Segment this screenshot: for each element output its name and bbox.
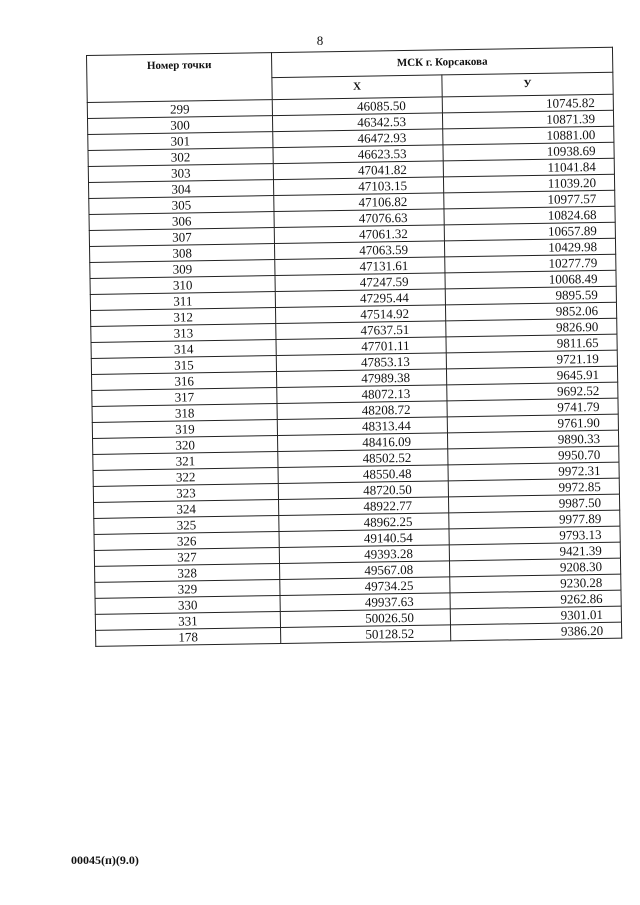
y-coordinate-cell: 10068.49 bbox=[445, 270, 616, 289]
x-coordinate-cell: 47295.44 bbox=[275, 289, 445, 308]
point-number-cell: 311 bbox=[90, 292, 275, 311]
point-number-cell: 319 bbox=[92, 420, 277, 439]
point-number-cell: 178 bbox=[96, 628, 281, 647]
x-coordinate-cell: 47063.59 bbox=[274, 241, 444, 260]
x-coordinate-cell: 47701.11 bbox=[276, 337, 446, 356]
y-coordinate-cell: 9793.13 bbox=[449, 526, 620, 545]
point-number-cell: 322 bbox=[93, 468, 278, 487]
point-number-cell: 324 bbox=[94, 500, 279, 519]
y-coordinate-cell: 9301.01 bbox=[450, 606, 621, 625]
y-coordinate-cell: 10938.69 bbox=[443, 142, 614, 161]
y-coordinate-cell: 9972.31 bbox=[448, 462, 619, 481]
point-number-cell: 308 bbox=[90, 244, 275, 263]
point-number-cell: 316 bbox=[92, 372, 277, 391]
x-coordinate-cell: 47989.38 bbox=[276, 369, 446, 388]
x-coordinate-cell: 47061.32 bbox=[274, 225, 444, 244]
point-number-cell: 310 bbox=[90, 276, 275, 295]
point-number-cell: 300 bbox=[87, 116, 272, 135]
x-coordinate-cell: 47853.13 bbox=[276, 353, 446, 372]
y-coordinate-cell: 9421.39 bbox=[449, 542, 620, 561]
point-number-cell: 307 bbox=[89, 228, 274, 247]
header-y: У bbox=[442, 72, 613, 97]
y-coordinate-cell: 9645.91 bbox=[446, 366, 617, 385]
x-coordinate-cell: 46472.93 bbox=[273, 129, 443, 148]
point-number-cell: 329 bbox=[95, 580, 280, 599]
header-msk-korsakov: МСК г. Корсакова bbox=[271, 47, 612, 77]
point-number-cell: 306 bbox=[89, 212, 274, 231]
x-coordinate-cell: 50128.52 bbox=[281, 625, 451, 644]
y-coordinate-cell: 10824.68 bbox=[444, 206, 615, 225]
point-number-cell: 312 bbox=[91, 308, 276, 327]
point-number-cell: 330 bbox=[95, 596, 280, 615]
y-coordinate-cell: 9895.59 bbox=[445, 286, 616, 305]
x-coordinate-cell: 48550.48 bbox=[278, 465, 448, 484]
y-coordinate-cell: 9826.90 bbox=[446, 318, 617, 337]
point-number-cell: 301 bbox=[88, 132, 273, 151]
point-number-cell: 323 bbox=[93, 484, 278, 503]
point-number-cell: 328 bbox=[95, 564, 280, 583]
x-coordinate-cell: 48416.09 bbox=[278, 433, 448, 452]
y-coordinate-cell: 10745.82 bbox=[442, 94, 613, 113]
y-coordinate-cell: 9972.85 bbox=[448, 478, 619, 497]
y-coordinate-cell: 11039.20 bbox=[443, 174, 614, 193]
y-coordinate-cell: 10977.57 bbox=[444, 190, 615, 209]
y-coordinate-cell: 9852.06 bbox=[445, 302, 616, 321]
x-coordinate-cell: 49567.08 bbox=[280, 561, 450, 580]
x-coordinate-cell: 49140.54 bbox=[279, 529, 449, 548]
x-coordinate-cell: 47131.61 bbox=[275, 257, 445, 276]
x-coordinate-cell: 49393.28 bbox=[279, 545, 449, 564]
x-coordinate-cell: 48208.72 bbox=[277, 401, 447, 420]
x-coordinate-cell: 47103.15 bbox=[273, 177, 443, 196]
point-number-cell: 303 bbox=[88, 164, 273, 183]
y-coordinate-cell: 9890.33 bbox=[447, 430, 618, 449]
y-coordinate-cell: 9811.65 bbox=[446, 334, 617, 353]
y-coordinate-cell: 9262.86 bbox=[450, 590, 621, 609]
point-number-cell: 315 bbox=[91, 356, 276, 375]
x-coordinate-cell: 47041.82 bbox=[273, 161, 443, 180]
y-coordinate-cell: 9761.90 bbox=[447, 414, 618, 433]
y-coordinate-cell: 9208.30 bbox=[449, 558, 620, 577]
x-coordinate-cell: 48313.44 bbox=[277, 417, 447, 436]
x-coordinate-cell: 46342.53 bbox=[272, 113, 442, 132]
x-coordinate-cell: 46085.50 bbox=[272, 97, 442, 116]
x-coordinate-cell: 47076.63 bbox=[274, 209, 444, 228]
point-number-cell: 326 bbox=[94, 532, 279, 551]
point-number-cell: 325 bbox=[94, 516, 279, 535]
point-number-cell: 304 bbox=[89, 180, 274, 199]
y-coordinate-cell: 9741.79 bbox=[447, 398, 618, 417]
point-number-cell: 299 bbox=[87, 100, 272, 119]
y-coordinate-cell: 10657.89 bbox=[444, 222, 615, 241]
x-coordinate-cell: 48502.52 bbox=[278, 449, 448, 468]
x-coordinate-cell: 48720.50 bbox=[278, 481, 448, 500]
point-number-cell: 313 bbox=[91, 324, 276, 343]
y-coordinate-cell: 10429.98 bbox=[444, 238, 615, 257]
point-number-cell: 320 bbox=[93, 436, 278, 455]
y-coordinate-cell: 10277.79 bbox=[445, 254, 616, 273]
x-coordinate-cell: 46623.53 bbox=[273, 145, 443, 164]
x-coordinate-cell: 49734.25 bbox=[280, 577, 450, 596]
x-coordinate-cell: 47106.82 bbox=[274, 193, 444, 212]
x-coordinate-cell: 50026.50 bbox=[280, 609, 450, 628]
point-number-cell: 309 bbox=[90, 260, 275, 279]
x-coordinate-cell: 48072.13 bbox=[277, 385, 447, 404]
document-code: 00045(п)(9.0) bbox=[71, 853, 139, 867]
header-x: Х bbox=[272, 75, 442, 100]
y-coordinate-cell: 10871.39 bbox=[442, 110, 613, 129]
point-number-cell: 317 bbox=[92, 388, 277, 407]
x-coordinate-cell: 47514.92 bbox=[275, 305, 445, 324]
point-number-cell: 321 bbox=[93, 452, 278, 471]
x-coordinate-cell: 48922.77 bbox=[279, 497, 449, 516]
point-number-cell: 331 bbox=[95, 612, 280, 631]
x-coordinate-cell: 47637.51 bbox=[276, 321, 446, 340]
point-number-cell: 305 bbox=[89, 196, 274, 215]
y-coordinate-cell: 9950.70 bbox=[448, 446, 619, 465]
y-coordinate-cell: 10881.00 bbox=[443, 126, 614, 145]
point-number-cell: 302 bbox=[88, 148, 273, 167]
x-coordinate-cell: 49937.63 bbox=[280, 593, 450, 612]
header-point-number: Номер точки bbox=[87, 53, 273, 103]
x-coordinate-cell: 48962.25 bbox=[279, 513, 449, 532]
coordinates-table bbox=[86, 47, 622, 647]
y-coordinate-cell: 9721.19 bbox=[446, 350, 617, 369]
x-coordinate-cell: 47247.59 bbox=[275, 273, 445, 292]
point-number-cell: 314 bbox=[91, 340, 276, 359]
y-coordinate-cell: 9386.20 bbox=[450, 622, 621, 641]
point-number-cell: 318 bbox=[92, 404, 277, 423]
y-coordinate-cell: 9977.89 bbox=[449, 510, 620, 529]
y-coordinate-cell: 9230.28 bbox=[450, 574, 621, 593]
y-coordinate-cell: 9692.52 bbox=[447, 382, 618, 401]
page-number: 8 bbox=[316, 33, 324, 48]
point-number-cell: 327 bbox=[94, 548, 279, 567]
y-coordinate-cell: 11041.84 bbox=[443, 158, 614, 177]
y-coordinate-cell: 9987.50 bbox=[448, 494, 619, 513]
